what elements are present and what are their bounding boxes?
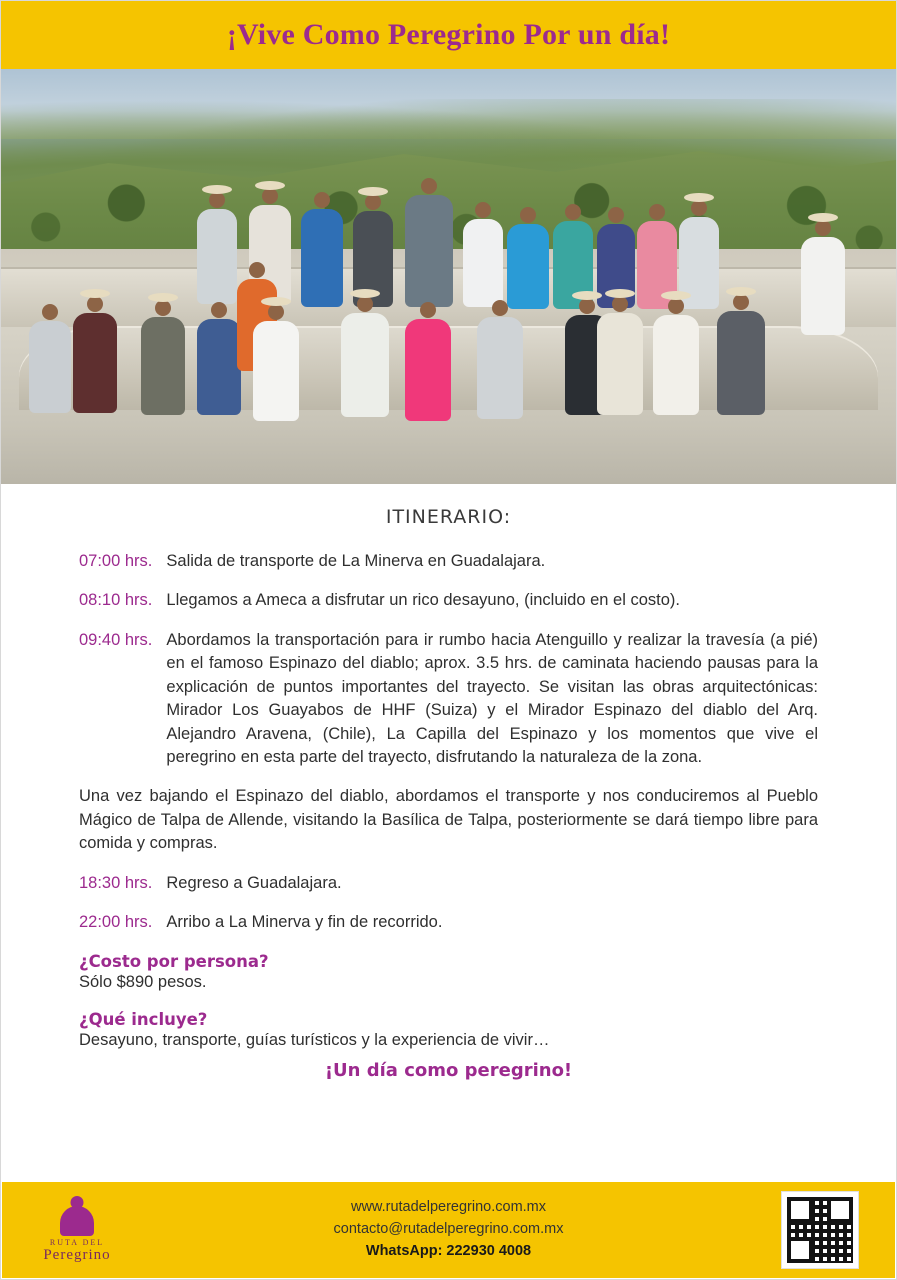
person-figure — [253, 321, 299, 421]
person-figure — [653, 315, 699, 415]
itinerary-time: 18:30 hrs. — [79, 873, 153, 892]
itinerary-row — [79, 589, 818, 612]
qr-code-icon[interactable] — [781, 1191, 859, 1269]
website-link[interactable]: www.rutadelperegrino.com.mx — [350, 1199, 547, 1216]
itinerary-text: Salida de transporte de La Minerva en Guadalajara. — [166, 552, 546, 570]
pilgrim-icon — [60, 1196, 94, 1236]
contact-block — [152, 1197, 745, 1262]
person-figure — [141, 317, 185, 415]
logo-main-text: Peregrino — [43, 1247, 111, 1263]
itinerary-row — [79, 872, 818, 895]
itinerary-text: Abordamos la transportación para ir rumbo hacia Atenguillo y realizar la travesía (a pié) en el famoso Espinazo del diablo; aprox. 3.5 hrs. de caminata haciendo pausas para la explicación de puntos importantes del trayecto. Se visitan las obras arquitectónicas: Mirador Los Guayabos de HHF (Suiza) y el Mirador Espinazo del diablo del Arq. Alejandro Aravena, (Chile), La Capilla del Espinazo y los momentos que vive el peregrino en esta parte del trayecto, disfrutando la naturaleza de la zona. — [166, 630, 818, 766]
person-figure — [197, 209, 237, 304]
person-figure — [717, 311, 765, 415]
person-figure — [29, 321, 71, 413]
itinerary-text: Llegamos a Ameca a disfrutar un rico desayuno, (incluido en el costo). — [166, 591, 681, 610]
logo-top-text: RUTA DEL — [49, 1238, 105, 1247]
itinerary-time: 09:40 hrs. — [79, 630, 153, 649]
person-figure — [507, 224, 549, 309]
person-figure — [405, 319, 451, 421]
itinerary-row — [79, 550, 818, 573]
itinerary-time: 07:00 hrs. — [79, 552, 153, 570]
itinerary-row — [79, 629, 818, 770]
itinerary-row — [79, 911, 818, 934]
brand-logo — [2, 1196, 152, 1264]
person-figure — [405, 195, 453, 307]
person-figure — [341, 313, 389, 417]
cost-question: ¿Costo por persona? — [79, 952, 269, 972]
itinerary-time: 08:10 hrs. — [79, 591, 153, 610]
cost-answer: Sólo $890 pesos. — [79, 973, 207, 992]
itinerary-section — [1, 484, 896, 1081]
person-figure — [597, 313, 643, 415]
itinerary-time: 22:00 hrs. — [79, 913, 153, 932]
person-figure — [477, 317, 523, 419]
footer-banner — [2, 1182, 895, 1278]
itinerary-text: Regreso a Guadalajara. — [166, 873, 342, 892]
itinerary-heading: ITINERARIO: — [385, 506, 512, 528]
page-title: ¡Vive Como Peregrino Por un día! — [226, 18, 671, 51]
person-figure — [73, 313, 117, 413]
person-figure — [463, 219, 503, 307]
header-banner — [1, 1, 896, 69]
itinerary-paragraph: Una vez bajando el Espinazo del diablo, abordamos el transporte y nos conduciremos al Pueblo Mágico de Talpa de Allende, visitando la Basílica de Talpa, posteriormente se dará tiempo libre para comida y compras. — [79, 787, 818, 853]
person-figure — [197, 319, 241, 415]
photo-people — [1, 69, 896, 484]
person-figure — [801, 237, 845, 335]
qr-container — [745, 1191, 895, 1269]
tagline: ¡Un día como peregrino! — [324, 1060, 573, 1082]
whatsapp-number[interactable]: WhatsApp: 222930 4008 — [365, 1242, 532, 1259]
itinerary-text: Arribo a La Minerva y fin de recorrido. — [166, 913, 443, 932]
includes-question: ¿Qué incluye? — [79, 1010, 208, 1030]
group-photo — [1, 69, 896, 484]
email-link[interactable]: contacto@rutadelperegrino.com.mx — [333, 1221, 564, 1238]
person-figure — [301, 209, 343, 307]
includes-answer: Desayuno, transporte, guías turísticos y la experiencia de vivir… — [79, 1031, 550, 1050]
